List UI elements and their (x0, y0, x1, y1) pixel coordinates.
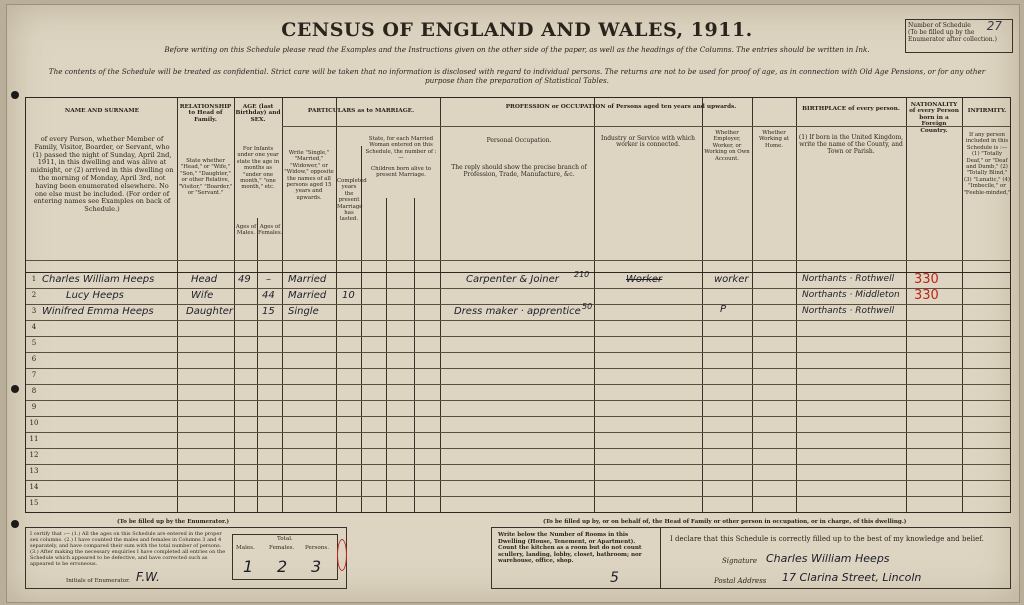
enumerator-initials-label: Initials of Enumerator. (66, 578, 130, 584)
col-name-heading: NAME AND SURNAME (64, 108, 140, 114)
total-persons: 3 (311, 557, 322, 576)
total-label: Total. (277, 536, 293, 542)
col-married-woman-text: State, for each Married Woman entered on this Schedule, the number of :— (365, 136, 437, 162)
row-2-age-female: 44 (262, 290, 275, 301)
total-males: 1 (243, 557, 254, 576)
col-relationship-heading: RELATIONSHIP to Head of Family. (179, 104, 232, 123)
col-marriage-years: Completed years the present Marriage has lasted. (337, 178, 367, 223)
rooms-instruction: Write below the Number of Rooms in this Dwelling (House, Tenement, or Apartment). Count the kitchen as a room but do not count scullery, landing, lobby, closet, bathroom; nor warehouse, office, shop. (498, 532, 642, 565)
col-relationship-text: State whether "Head," or "Wife," "Son," "Daughter," or other Relative, "Visitor," "Boarder," or "Servant." (178, 158, 233, 197)
punch-hole (11, 91, 19, 99)
col-occupation-text: The reply should show the precise branch of Profession, Trade, Manufacture, &c. (451, 164, 587, 178)
col-nationality-heading: NATIONALITY of every Person born in a Foreign Country. (909, 102, 959, 134)
enumerator-certify: I certify that :— (1.) All the ages on this Schedule are entered in the proper sex columns. (2.) I have counted the males and females in Columns 3 and 4 separately, and have compared their sum with the total number of persons. (3.) After making the necessary enquiries I have completed all entries on the Schedule which appeared to be defective, and have corrected such as appeared to be erroneous. (30, 531, 226, 567)
col-marriage-children: Children born alive to present Marriage. (371, 166, 431, 179)
row-2-relationship: Wife (191, 290, 214, 301)
row-3-occupation: Dress maker · apprentice (454, 306, 581, 317)
row-3-marriage: Single (288, 306, 319, 317)
col-birthplace-heading: BIRTHPLACE of every person. (802, 106, 900, 112)
red-circle-mark (337, 539, 347, 571)
row-1-employer: worker (714, 274, 749, 285)
males-label: Males. (236, 545, 255, 551)
row-1-age-male: 49 (238, 274, 251, 285)
row-1-occupation-code: 210 (574, 270, 590, 279)
col-birthplace-text: (1) If born in the United Kingdom, write the name of the County, and Town or Parish. (798, 134, 904, 155)
col-marriage-heading: PARTICULARS as to MARRIAGE. (307, 108, 415, 114)
persons-label: Persons. (305, 545, 329, 551)
row-1-name: Charles William Heeps (42, 274, 155, 285)
col-occupation-heading: PROFESSION or OCCUPATION of Persons aged ten years and upwards. (505, 104, 737, 110)
schedule-note: (To be filled up by the Enumerator after collection.) (908, 29, 997, 43)
col-name-text: of every Person, whether Member of Family, Visitor, Boarder, or Servant, who (1) passed the night of Sunday, April 2nd, 1911, in this dwelling and was alive at midnight, or (2) arrived in this dwelling on the morning of Monday, April 3rd, not having been enumerated elsewhere. No one else must be included. (For order of entering names see Examples on back of Schedule.) (30, 135, 174, 214)
census-schedule (6, 4, 1020, 603)
row-3-occupation-code: 50 (582, 302, 593, 311)
col-industry: Industry or Service with which worker is connected. (600, 135, 696, 149)
row-1-marriage: Married (288, 274, 327, 285)
row-2-code: 330 (914, 288, 939, 303)
col-home: Whether Working at Home. (758, 130, 789, 149)
col-age-males: Ages of Males. (235, 224, 257, 237)
row-3-birthplace: Northants · Rothwell (802, 306, 895, 316)
col-employer: Whether Employer, Worker, or Working on Own Account. (704, 130, 750, 162)
address-label: Postal Address (714, 577, 767, 585)
col-marriage-text: Write "Single," "Married," "Widower," or "Widow," opposite the names of all persons aged 15 years and upwards. (284, 150, 334, 201)
row-3-name: Winifred Emma Heeps (42, 306, 154, 317)
signature: Charles William Heeps (766, 552, 890, 565)
occupier-heading: (To be filled up by, or on behalf of, the Head of Family or other person in occupation, or in charge, of this dwelling.) (543, 519, 907, 525)
row-3-age-female: 15 (262, 306, 275, 317)
punch-hole (11, 385, 19, 393)
row-2-marriage: Married (288, 290, 327, 301)
col-age-females: Ages of Females. (258, 224, 283, 237)
col-age-heading: AGE (last Birthday) and SEX. (235, 104, 281, 123)
enumerator-initials: F.W. (136, 570, 160, 584)
total-females: 2 (277, 557, 288, 576)
postal-address: 17 Clarina Street, Lincoln (782, 571, 922, 584)
enumerator-box (25, 527, 347, 589)
row-1-industry: Worker (626, 274, 663, 285)
row-1-relationship: Head (191, 274, 218, 285)
row-1-occupation: Carpenter & Joiner (466, 274, 559, 285)
totals-box (232, 534, 338, 580)
row-2-marriage-years: 10 (342, 290, 355, 301)
declaration: I declare that this Schedule is correctly filled up to the best of my knowledge and belief. (670, 535, 984, 543)
signature-label: Signature (722, 557, 758, 565)
row-1-birthplace: Northants · Rothwell (802, 274, 895, 284)
col-infirmity-text: If any person included in this Schedule is :— (1) "Totally Deaf," or "Deaf and Dumb," (2) "Totally Blind," (3) "Lunatic," (4) "Imbecile," or "Feeble-minded," (963, 132, 1011, 196)
schedule-number: 27 (986, 19, 1002, 33)
col-infirmity-heading: INFIRMITY. (967, 108, 1007, 114)
schedule-label: Number of Schedule (908, 22, 971, 29)
punch-hole (11, 520, 19, 528)
col-age-text: For Infants under one year state the age in months as "under one month," "one month," etc. (236, 146, 280, 191)
row-3-employer: P (720, 304, 727, 315)
row-2-name: Lucy Heeps (66, 290, 124, 301)
census-table: NAME AND SURNAME of every Person, whether Member of Family, Visitor, Boarder, or Servant, who (1) passed the night of Sunday, April 2nd, 1911, in this dwelling and was alive at midnight, or (2) arrived in this dwelling on the morning of Monday, April 3rd, not having been enumerated elsewhere. No one else must be included. (For order of entering names see Examples on back of Schedule.) RELATIONSHIP to Head of Family. State whether "Head," or "Wife," "Son," "Daughter," or other Relative, "Visitor," "Boarder," or "Servant." AGE (last Birthday) and SEX. For Infants under one year state the age in months as "under one month," "one month," etc. Ages of Males. Ages of Females. PARTICULARS as to MARRIAGE. Write "Single," "Married," "Widower," or "Widow," opposite the names of all persons aged 15 years and upwards. State, for each Married Woman entered on this Schedule, the number of :— Completed years the present Marriage has lasted. Children born alive to present Marriage. PROFESSION or OCCUPATION of Persons aged ten years and upwards. Personal Occupation. The reply should show the precise branch of Profession, Trade, Manufacture, &c. Industry or Service with which worker is connected. Whether Employer, Worker, or Working on Own Account. Whether Working at Home. BIRTHPLACE of every person. (1) If born in the United Kingdom, write the name of the County, and Town or Parish. NATIONALITY of every Person born in a Foreign Country. INFIRMITY. If any person included in this Schedule is :— (1) "Totally Deaf," or "Deaf and Dumb," (2) "Totally Blind," (3) "Lunatic," (4) "Imbecile," or "Feeble-minded," 1 2 3 4 5 6 7 8 9 10 11 12 13 14 15 Charles William Heeps Head 49 – Married Carpenter & Joiner 210 Worker worker Northants · Rothwell 330 Lucy Heeps Wife 44 Married 10 Northants · Middleton 330 Winifred Emma Heeps Daughter 15 Single Dress maker · apprentice 50 P Northants · Rothwell (25, 97, 1011, 513)
instruction-line-1: Before writing on this Schedule please read the Examples and the Instructions given on the other side of the paper, as well as the headings of the Columns. The entries should be written in Ink. (164, 45, 870, 54)
enumerator-heading: (To be filled up by the Enumerator.) (117, 519, 229, 525)
page-title: CENSUS OF ENGLAND AND WALES, 1911. (281, 19, 753, 41)
occupier-box (491, 527, 1011, 589)
row-2-birthplace: Northants · Middleton (802, 290, 900, 300)
schedule-number-box (905, 19, 1013, 53)
row-1-code: 330 (914, 272, 939, 287)
row-3-relationship: Daughter (186, 306, 234, 317)
females-label: Females. (269, 545, 295, 551)
rooms-count: 5 (610, 570, 619, 586)
row-1-age-female: – (266, 274, 271, 285)
instruction-line-2: The contents of the Schedule will be treated as confidential. Strict care will be taken that no information is disclosed with regard to individual persons. The returns are not to be used for proof of age, as in connection with Old Age Pensions, or for any other purpose than the preparation of Statistical Tables. (48, 67, 986, 85)
col-occupation-personal: Personal Occupation. (486, 137, 552, 144)
